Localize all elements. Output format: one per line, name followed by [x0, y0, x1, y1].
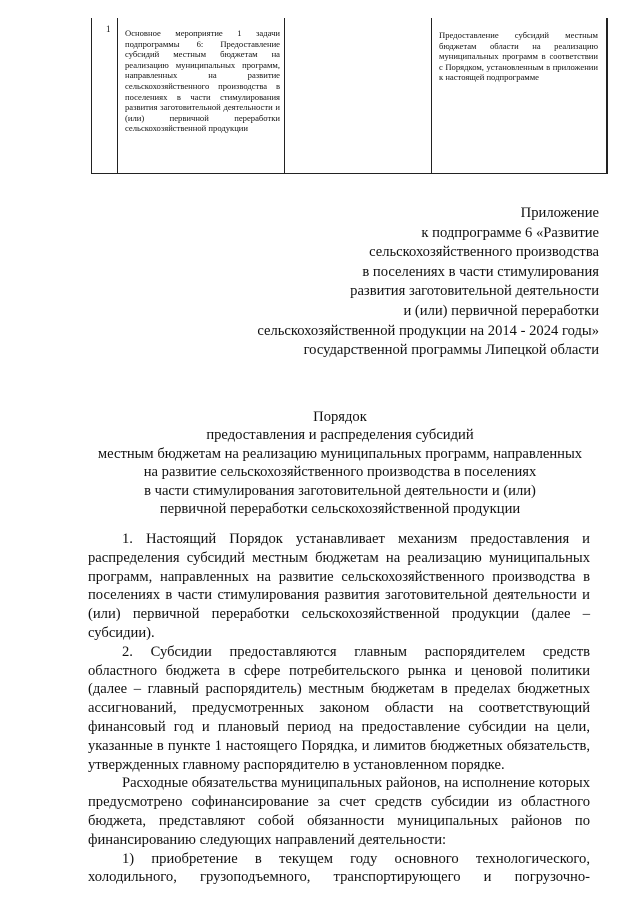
table-cell-activity: Основное мероприятие 1 задачи подпрограммы 6: Предоставление субсидий местным бюджетам на реализацию муниципальных программ, направленных на развитие сельскохозяйственного производства в поселениях в части стимулирования развития заготовительной деятельности и (или) первичной переработки сельскохозяйственной продукции — [125, 28, 280, 134]
document-title — [70, 408, 610, 518]
title-line: первичной переработки сельскохозяйственной продукции — [159, 501, 521, 518]
appendix-line: и (или) первичной переработки — [403, 302, 599, 319]
appendix-line: государственной программы Липецкой области — [303, 342, 599, 359]
table-column-divider — [117, 18, 118, 173]
appendix-line: Приложение — [520, 205, 599, 221]
paragraph-1: 1. Настоящий Порядок устанавливает механизм предоставления и распределения субсидий местным бюджетам на реализацию муниципальных программ, направленных на развитие сельскохозяйственного производства в поселениях в части стимулирования развития заготовительной деятельности и (или) первичной переработки сельскохозяйственной продукции (далее – субсидии). — [88, 531, 590, 641]
activities-table-fragment — [91, 18, 608, 174]
table-column-divider — [431, 18, 432, 173]
appendix-line: в поселениях в части стимулирования — [362, 263, 599, 280]
title-line: в части стимулирования заготовительной деятельности и (или) — [144, 482, 536, 499]
paragraph-2: 2. Субсидии предоставляются главным распорядителем средств областного бюджета в сфере потребительского рынка и ценовой политики (далее – главный распорядитель) местным бюджетам в пределах бюджетных ассигнований, предусмотренных законом области на соответствующий финансовый год и плановый период на предоставление субсидии на цели, указанные в пункте 1 настоящего Порядка, и лимитов бюджетных обязательств, утвержденных главному распорядителю в установленном порядке. — [88, 643, 590, 773]
paragraph-3: Расходные обязательства муниципальных районов, на исполнение которых предусмотрено софинансирование за счет средств субсидии из областного бюджета, представляют собой обязанности муниципальных районов по финансированию следующих направлений деятельности: — [88, 775, 590, 848]
appendix-header — [179, 204, 599, 361]
title-line: на развитие сельскохозяйственного производства в поселениях — [143, 464, 537, 481]
document-body — [88, 530, 590, 887]
table-row-number: 1 — [106, 24, 111, 34]
table-cell-note: Предоставление субсидий местным бюджетам области на реализацию муниципальных программ в соответствии с Порядком, установленным в приложении к настоящей подпрограмме — [439, 30, 598, 83]
appendix-line: развития заготовительной деятельности — [350, 283, 599, 300]
table-column-divider — [284, 18, 285, 173]
paragraph-4: 1) приобретение в текущем году основного технологического, холодильного, грузоподъемного, транспортирующего и погрузочно- — [88, 850, 590, 886]
appendix-line: сельскохозяйственного производства — [369, 244, 599, 261]
table-column-divider — [606, 18, 607, 173]
appendix-line: к подпрограмме 6 «Развитие — [421, 224, 599, 241]
title-line: предоставления и распределения субсидий — [206, 427, 474, 444]
title-line: Порядок — [313, 409, 367, 425]
title-line: местным бюджетам на реализацию муниципальных программ, направленных — [97, 445, 583, 462]
appendix-line: сельскохозяйственной продукции на 2014 - 2024 годы» — [257, 322, 599, 339]
